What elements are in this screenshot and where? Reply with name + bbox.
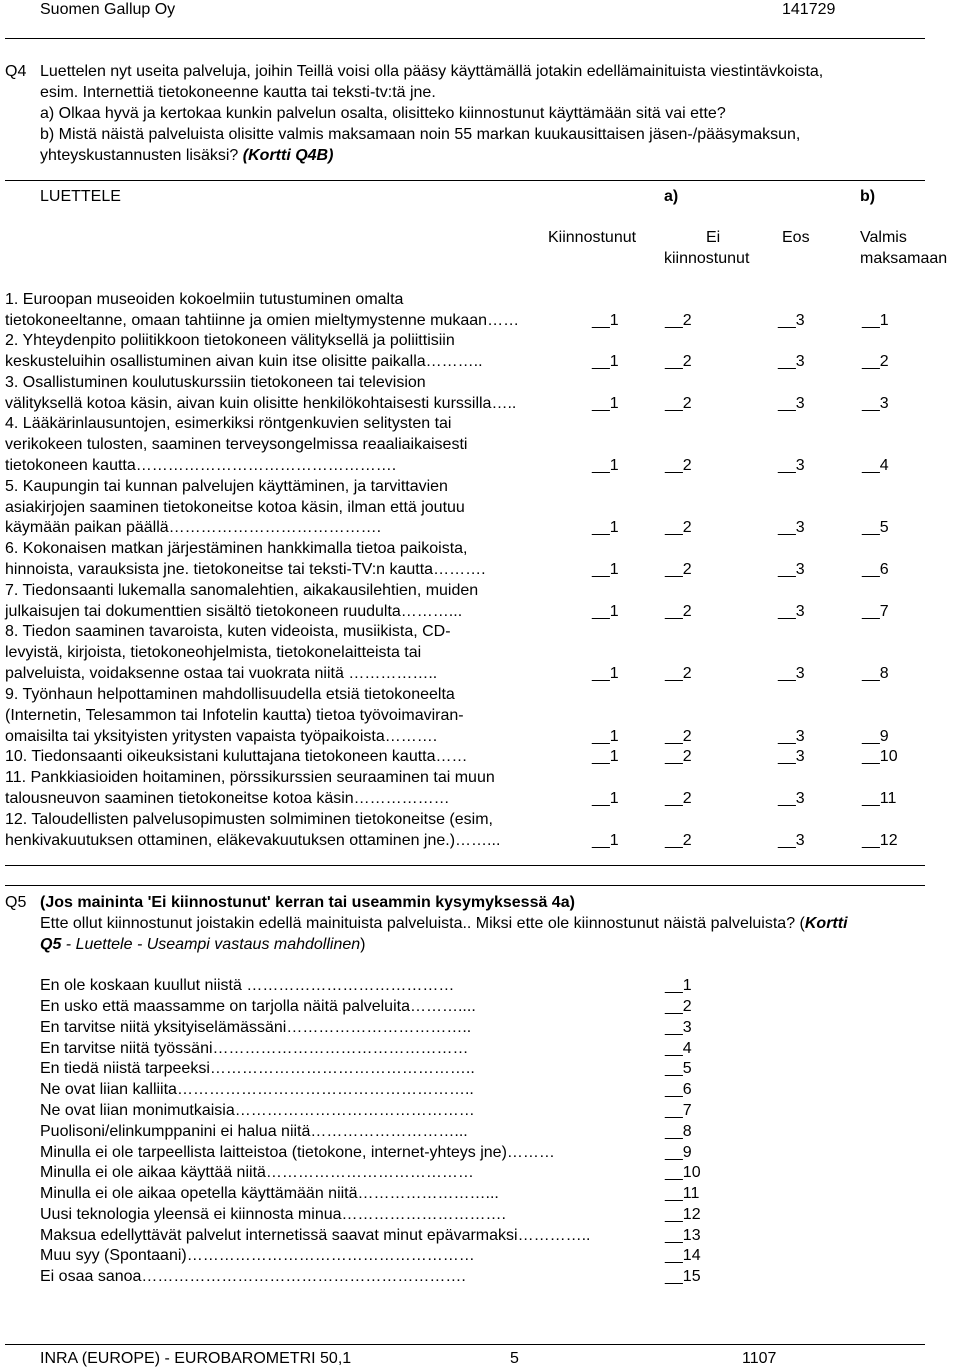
question-number-q4: Q4 <box>5 63 27 80</box>
q4-intro-line: Luettelen nyt useita palveluja, joihin Teillä voisi olla pääsy käyttämällä jotakin edellämainituista viestintävkoista, <box>40 63 824 80</box>
q5-question: Ette ollut kiinnostunut joistakin edellä mainituista palveluista.. Miksi ette ole kiinnostunut näistä palveluista? (Kortti <box>40 915 848 932</box>
code-ei-kiinnostunut[interactable]: __2 <box>665 457 692 474</box>
service-item-text: verikokeen tulosten, saaminen terveysongelmissa reaaliaikaisesti <box>5 436 468 453</box>
answer-code[interactable]: __3 <box>665 1019 692 1036</box>
code-eos[interactable]: __3 <box>778 748 805 765</box>
service-item-text: hinnoista, varauksista jne. tietokoneitse tai teksti-TV:n kautta………. <box>5 561 486 578</box>
answer-option-text: En tiedä niistä tarpeeksi………………………………………….. <box>40 1060 475 1077</box>
q5-instruction: Q5 - Luettele - Useampi vastaus mahdollinen) <box>40 936 366 953</box>
answer-code[interactable]: __12 <box>665 1206 701 1223</box>
code-valmis-maksamaan[interactable]: __11 <box>862 790 897 807</box>
answer-code[interactable]: __1 <box>665 977 692 994</box>
code-eos[interactable]: __3 <box>778 603 805 620</box>
code-ei-kiinnostunut[interactable]: __2 <box>665 353 692 370</box>
code-valmis-maksamaan[interactable]: __10 <box>862 748 898 765</box>
code-ei-kiinnostunut[interactable]: __2 <box>665 603 692 620</box>
code-ei-kiinnostunut[interactable]: __2 <box>665 790 692 807</box>
divider <box>5 180 925 181</box>
code-valmis-maksamaan[interactable]: __2 <box>862 353 889 370</box>
answer-code[interactable]: __13 <box>665 1227 701 1244</box>
code-valmis-maksamaan[interactable]: __7 <box>862 603 889 620</box>
code-eos[interactable]: __3 <box>778 519 805 536</box>
code-kiinnostunut[interactable]: __1 <box>592 561 619 578</box>
answer-option-text: En tarvitse niitä yksityiselämässäni…………………………….. <box>40 1019 472 1036</box>
q5-filter: (Jos maininta 'Ei kiinnostunut' kerran tai useammin kysymyksessä 4a) <box>40 894 575 911</box>
service-item-text: keskusteluihin osallistuminen aivan kuin itse olisitte paikalla……….. <box>5 353 483 370</box>
code-ei-kiinnostunut[interactable]: __2 <box>665 728 692 745</box>
column-ei-kiinnostunut: kiinnostunut <box>664 250 750 267</box>
code-eos[interactable]: __3 <box>778 790 805 807</box>
column-ei: Ei <box>706 229 721 246</box>
footer-survey-name: INRA (EUROPE) - EUROBAROMETRI 50,1 <box>40 1350 352 1367</box>
service-item-text: julkaisujen tai dokumenttien sisältö tietokoneen ruudulta………... <box>5 603 463 620</box>
q4-intro-line: yhteyskustannusten lisäksi? (Kortti Q4B) <box>40 147 334 164</box>
luettele-label: LUETTELE <box>40 188 121 205</box>
code-eos[interactable]: __3 <box>778 665 805 682</box>
code-ei-kiinnostunut[interactable]: __2 <box>665 395 692 412</box>
service-item-text: tietokoneen kautta…………………………………………. <box>5 457 397 474</box>
code-kiinnostunut[interactable]: __1 <box>592 748 619 765</box>
code-ei-kiinnostunut[interactable]: __2 <box>665 748 692 765</box>
column-kiinnostunut: Kiinnostunut <box>548 229 637 246</box>
code-valmis-maksamaan[interactable]: __12 <box>862 832 898 849</box>
code-ei-kiinnostunut[interactable]: __2 <box>665 561 692 578</box>
code-kiinnostunut[interactable]: __1 <box>592 395 619 412</box>
page-number: 5 <box>510 1350 519 1367</box>
company-name: Suomen Gallup Oy <box>40 1 176 18</box>
code-eos[interactable]: __3 <box>778 312 805 329</box>
answer-option-text: Minulla ei ole aikaa opetella käyttämään niitä……………………... <box>40 1185 499 1202</box>
code-valmis-maksamaan[interactable]: __8 <box>862 665 889 682</box>
answer-option-text: Ei osaa sanoa……………………………………………………. <box>40 1268 466 1285</box>
answer-code[interactable]: __9 <box>665 1144 692 1161</box>
code-eos[interactable]: __3 <box>778 395 805 412</box>
code-ei-kiinnostunut[interactable]: __2 <box>665 519 692 536</box>
answer-option-text: Puolisoni/elinkumppanini ei halua niitä………………………... <box>40 1123 468 1140</box>
column-eos: Eos <box>782 229 810 246</box>
answer-code[interactable]: __15 <box>665 1268 701 1285</box>
answer-option-text: Ne ovat liian monimutkaisia……………………………………… <box>40 1102 475 1119</box>
code-kiinnostunut[interactable]: __1 <box>592 457 619 474</box>
q4-intro-line: esim. Internettiä tietokoneenne kautta tai teksti-tv:tä jne. <box>40 84 436 101</box>
answer-option-text: Uusi teknologia yleensä ei kiinnosta minua…………………………. <box>40 1206 506 1223</box>
service-item-text: 3. Osallistuminen koulutuskurssiin tietokoneen tai television <box>5 374 426 391</box>
divider <box>5 885 925 886</box>
code-eos[interactable]: __3 <box>778 457 805 474</box>
answer-code[interactable]: __5 <box>665 1060 692 1077</box>
q4-intro-line: a) Olkaa hyvä ja kertokaa kunkin palvelun osalta, olisitteko kiinnostunut käyttämään sitä vai ette? <box>40 105 726 122</box>
answer-option-text: Muu syy (Spontaani)……………………………………………… <box>40 1247 475 1264</box>
code-valmis-maksamaan[interactable]: __9 <box>862 728 889 745</box>
code-ei-kiinnostunut[interactable]: __2 <box>665 665 692 682</box>
divider <box>5 38 925 39</box>
code-valmis-maksamaan[interactable]: __5 <box>862 519 889 536</box>
service-item-text: käymään paikan päällä…………………………………. <box>5 519 382 536</box>
service-item-text: henkivakuutuksen ottaminen, eläkevakuutuksen ottaminen jne.)……... <box>5 832 501 849</box>
service-item-text: (Internetin, Telesammon tai Infotelin kautta) tietoa työvoimaviran- <box>5 707 464 724</box>
service-item-text: 10. Tiedonsaanti oikeuksistani kuluttajana tietokoneen kautta…… <box>5 748 468 765</box>
code-kiinnostunut[interactable]: __1 <box>592 728 619 745</box>
answer-option-text: En tarvitse niitä työssäni………………………………………… <box>40 1040 469 1057</box>
service-item-text: 8. Tiedon saaminen tavaroista, kuten videoista, musiikista, CD- <box>5 623 451 640</box>
column-b-label: b) <box>860 188 876 205</box>
service-item-text: omaisilta tai yksityisten yritysten vapaista työpaikoista………. <box>5 728 438 745</box>
answer-code[interactable]: __11 <box>665 1185 700 1202</box>
service-item-text: palveluista, voidaksenne ostaa tai vuokrata niitä …………….. <box>5 665 438 682</box>
answer-option-text: Ne ovat liian kalliita……………………………………………….. <box>40 1081 474 1098</box>
answer-option-text: En usko että maassamme on tarjolla näitä palveluita……….... <box>40 998 476 1015</box>
answer-code[interactable]: __14 <box>665 1247 701 1264</box>
column-valmis: Valmis <box>860 229 907 246</box>
footer-code: 1107 <box>742 1350 777 1367</box>
service-item-text: 6. Kokonaisen matkan järjestäminen hankkimalla tietoa paikoista, <box>5 540 468 557</box>
code-kiinnostunut[interactable]: __1 <box>592 603 619 620</box>
code-kiinnostunut[interactable]: __1 <box>592 312 619 329</box>
code-valmis-maksamaan[interactable]: __3 <box>862 395 889 412</box>
code-ei-kiinnostunut[interactable]: __2 <box>665 832 692 849</box>
code-ei-kiinnostunut[interactable]: __2 <box>665 312 692 329</box>
service-item-text: 2. Yhteydenpito poliitikkoon tietokoneen välityksellä ja poliittisiin <box>5 332 455 349</box>
column-a-label: a) <box>664 188 679 205</box>
code-kiinnostunut[interactable]: __1 <box>592 519 619 536</box>
answer-code[interactable]: __6 <box>665 1081 692 1098</box>
service-item-text: levyistä, kirjoista, tietokoneohjelmista, tietokonelaitteista tai <box>5 644 422 661</box>
code-kiinnostunut[interactable]: __1 <box>592 790 619 807</box>
code-kiinnostunut[interactable]: __1 <box>592 665 619 682</box>
question-number-q5: Q5 <box>5 894 27 911</box>
answer-code[interactable]: __8 <box>665 1123 692 1140</box>
service-item-text: välityksellä kotoa käsin, aivan kuin olisitte henkilökohtaisesti kurssilla….. <box>5 395 517 412</box>
answer-code[interactable]: __10 <box>665 1164 701 1181</box>
service-item-text: 11. Pankkiasioiden hoitaminen, pörssikurssien seuraaminen tai muun <box>5 769 495 786</box>
answer-code[interactable]: __7 <box>665 1102 692 1119</box>
answer-code[interactable]: __4 <box>665 1040 692 1057</box>
service-item-text: 7. Tiedonsaanti lukemalla sanomalehtien, aikakausilehtien, muiden <box>5 582 479 599</box>
service-item-text: 9. Työnhaun helpottaminen mahdollisuudella etsiä tietokoneelta <box>5 686 455 703</box>
service-item-text: 12. Taloudellisten palvelusopimusten solmiminen tietokoneitse (esim, <box>5 811 493 828</box>
answer-code[interactable]: __2 <box>665 998 692 1015</box>
service-item-text: 1. Euroopan museoiden kokoelmiin tutustuminen omalta <box>5 291 404 308</box>
answer-option-text: Minulla ei ole aikaa käyttää niitä………………………………… <box>40 1164 474 1181</box>
code-eos[interactable]: __3 <box>778 728 805 745</box>
service-item-text: 5. Kaupungin tai kunnan palvelujen käyttäminen, ja tarvittavien <box>5 478 448 495</box>
q4-intro-line: b) Mistä näistä palveluista olisitte valmis maksamaan noin 55 markan kuukausittaisen jäsen-/pääsymaksun, <box>40 126 801 143</box>
service-item-text: asiakirjojen saaminen tietokoneitse kotoa käsin, ilman että joutuu <box>5 499 465 516</box>
answer-option-text: En ole koskaan kuullut niistä ………………………………… <box>40 977 455 994</box>
code-eos[interactable]: __3 <box>778 561 805 578</box>
answer-option-text: Minulla ei ole tarpeellista laitteistoa (tietokone, internet-yhteys jne)……… <box>40 1144 555 1161</box>
code-kiinnostunut[interactable]: __1 <box>592 832 619 849</box>
code-valmis-maksamaan[interactable]: __1 <box>862 312 889 329</box>
code-eos[interactable]: __3 <box>778 832 805 849</box>
footer-divider <box>5 1344 925 1345</box>
service-item-text: tietokoneeltanne, omaan tahtiinne ja omien mieltymystenne mukaan…… <box>5 312 520 329</box>
code-valmis-maksamaan[interactable]: __6 <box>862 561 889 578</box>
service-item-text: talousneuvon saaminen tietokoneitse kotoa käsin……………… <box>5 790 450 807</box>
card-reference: (Kortti Q4B) <box>242 147 334 164</box>
service-item-text: 4. Lääkärinlausuntojen, esimerkiksi röntgenkuvien selitysten tai <box>5 415 452 432</box>
questionnaire-code: 141729 <box>782 1 836 18</box>
code-kiinnostunut[interactable]: __1 <box>592 353 619 370</box>
column-maksamaan: maksamaan <box>860 250 948 267</box>
divider <box>5 865 925 866</box>
code-eos[interactable]: __3 <box>778 353 805 370</box>
answer-option-text: Maksua edellyttävät palvelut internetissä saavat minut epävarmaksi………….. <box>40 1227 591 1244</box>
code-valmis-maksamaan[interactable]: __4 <box>862 457 889 474</box>
